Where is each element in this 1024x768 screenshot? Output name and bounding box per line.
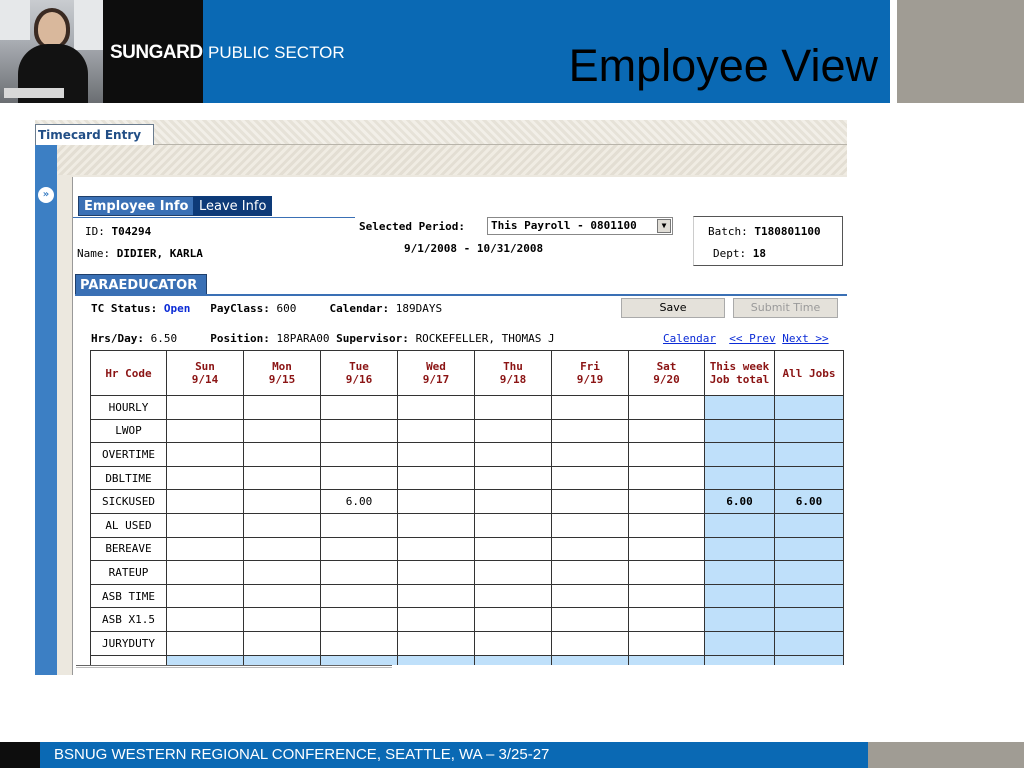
table-row <box>91 396 844 420</box>
hours-cell[interactable] <box>552 584 629 608</box>
week-total-cell <box>705 561 775 585</box>
hours-cell[interactable] <box>321 466 398 490</box>
all-jobs-cell <box>775 584 844 608</box>
hours-cell[interactable] <box>475 561 552 585</box>
employee-info-box <box>73 217 355 263</box>
hours-cell[interactable] <box>398 466 475 490</box>
hours-cell[interactable] <box>321 631 398 655</box>
hours-cell[interactable] <box>552 490 629 514</box>
table-row <box>91 631 844 655</box>
grid-header-row <box>91 351 844 396</box>
timecard-app <box>35 120 847 675</box>
hours-cell[interactable] <box>552 396 629 420</box>
hours-cell[interactable] <box>629 561 705 585</box>
all-jobs-cell <box>775 631 844 655</box>
footer-right-block <box>868 742 1024 768</box>
app-tabstrip <box>35 120 847 145</box>
batch-box <box>693 216 843 266</box>
hours-cell[interactable] <box>629 631 705 655</box>
hours-cell[interactable] <box>552 561 629 585</box>
hours-cell[interactable] <box>475 490 552 514</box>
col-tue: Tue 9/16 <box>321 351 398 396</box>
hours-cell[interactable] <box>244 490 321 514</box>
hours-cell[interactable] <box>552 655 629 665</box>
hours-cell[interactable] <box>475 608 552 632</box>
col-all-jobs: All Jobs <box>775 351 844 396</box>
hours-cell[interactable] <box>629 513 705 537</box>
col-thu: Thu 9/18 <box>475 351 552 396</box>
hours-cell[interactable] <box>244 537 321 561</box>
submit-time-button[interactable]: Submit Time <box>733 298 838 318</box>
nav-links <box>663 332 829 345</box>
hours-cell[interactable] <box>475 396 552 420</box>
hr-code-cell: JURYDUTY <box>91 631 167 655</box>
table-row <box>91 561 844 585</box>
chevron-down-icon[interactable]: ▼ <box>657 219 671 233</box>
hours-cell[interactable] <box>321 584 398 608</box>
table-row <box>91 537 844 561</box>
hours-cell[interactable] <box>629 466 705 490</box>
hr-code-cell: BEREAVE <box>91 537 167 561</box>
hr-code-cell: OVERTIME <box>91 443 167 467</box>
footer-text: BSNUG WESTERN REGIONAL CONFERENCE, SEATTLE, WA – 3/25-27 <box>54 746 550 763</box>
period-label: Selected Period: <box>359 220 465 233</box>
hours-cell[interactable] <box>244 443 321 467</box>
hours-cell[interactable] <box>167 608 244 632</box>
status-row: TC Status: Open PayClass: 600 Calendar: 189DAYS <box>91 302 443 315</box>
hours-cell[interactable] <box>475 655 552 665</box>
col-sat: Sat 9/20 <box>629 351 705 396</box>
hours-cell[interactable] <box>629 419 705 443</box>
hours-cell[interactable] <box>398 608 475 632</box>
tab-employee-info[interactable]: Employee Info <box>78 196 194 216</box>
hr-code-cell: AL USED <box>91 513 167 537</box>
table-row <box>91 443 844 467</box>
hours-cell[interactable] <box>475 513 552 537</box>
hours-cell[interactable] <box>321 419 398 443</box>
brand-logo: SUNGARD <box>110 42 203 63</box>
week-total-cell <box>705 466 775 490</box>
hours-cell[interactable] <box>321 513 398 537</box>
hours-cell[interactable] <box>244 561 321 585</box>
hours-cell[interactable] <box>321 655 398 665</box>
hours-cell[interactable] <box>629 443 705 467</box>
position-row: Hrs/Day: 6.50 Position: 18PARA00 Supervisor: ROCKEFELLER, THOMAS J <box>91 332 555 345</box>
table-row <box>91 584 844 608</box>
hours-cell[interactable] <box>167 655 244 665</box>
side-rail <box>35 145 57 675</box>
hours-cell[interactable]: 6.00 <box>321 490 398 514</box>
hours-cell[interactable] <box>167 537 244 561</box>
col-week-total: This week Job total <box>705 351 775 396</box>
all-jobs-cell <box>775 443 844 467</box>
tab-timecard-entry[interactable]: Timecard Entry <box>35 124 154 146</box>
week-total-cell <box>705 631 775 655</box>
hours-cell[interactable] <box>475 419 552 443</box>
hr-code-cell: ASB X1.5 <box>91 608 167 632</box>
hours-cell[interactable] <box>321 537 398 561</box>
hours-cell[interactable] <box>398 584 475 608</box>
hours-cell[interactable] <box>167 631 244 655</box>
hr-code-cell <box>91 655 167 665</box>
hours-cell[interactable] <box>398 490 475 514</box>
col-hr-code: Hr Code <box>91 351 167 396</box>
hours-cell[interactable] <box>629 490 705 514</box>
hours-cell[interactable] <box>167 419 244 443</box>
slide-title: Employee View <box>568 40 878 91</box>
hours-cell[interactable] <box>244 608 321 632</box>
hours-cell[interactable] <box>398 513 475 537</box>
hours-cell[interactable] <box>475 443 552 467</box>
hours-cell[interactable] <box>552 466 629 490</box>
hours-cell[interactable] <box>398 396 475 420</box>
hours-cell[interactable] <box>552 537 629 561</box>
hours-cell[interactable] <box>475 584 552 608</box>
prev-link[interactable]: << Prev <box>729 332 776 345</box>
week-total-cell <box>705 537 775 561</box>
expand-icon[interactable]: » <box>38 187 54 203</box>
hours-cell[interactable] <box>398 655 475 665</box>
hours-cell[interactable] <box>552 419 629 443</box>
hours-cell[interactable] <box>244 655 321 665</box>
period-dates: 9/1/2008 - 10/31/2008 <box>404 242 544 255</box>
week-total-cell <box>705 608 775 632</box>
hours-cell[interactable] <box>167 561 244 585</box>
hours-cell[interactable] <box>475 466 552 490</box>
week-total-cell <box>705 513 775 537</box>
week-total-cell <box>705 443 775 467</box>
all-jobs-cell <box>775 513 844 537</box>
hours-cell[interactable] <box>398 537 475 561</box>
hr-code-cell: HOURLY <box>91 396 167 420</box>
hours-cell[interactable] <box>244 396 321 420</box>
hr-code-cell: DBLTIME <box>91 466 167 490</box>
hr-code-cell: RATEUP <box>91 561 167 585</box>
hours-cell[interactable] <box>244 631 321 655</box>
hours-cell[interactable] <box>167 443 244 467</box>
col-sun: Sun 9/14 <box>167 351 244 396</box>
table-row <box>91 513 844 537</box>
week-total-cell <box>705 655 775 665</box>
brand-subtitle: PUBLIC SECTOR <box>208 43 345 62</box>
all-jobs-cell <box>775 608 844 632</box>
week-total-cell: 6.00 <box>705 490 775 514</box>
footer-left-block <box>0 742 40 768</box>
hours-cell[interactable] <box>244 584 321 608</box>
timecard-panel <box>72 177 847 675</box>
hours-cell[interactable] <box>629 655 705 665</box>
all-jobs-cell <box>775 419 844 443</box>
tc-status-value: Open <box>163 302 191 315</box>
hours-cell[interactable] <box>244 466 321 490</box>
all-jobs-cell <box>775 561 844 585</box>
hours-cell[interactable] <box>552 631 629 655</box>
table-row <box>91 419 844 443</box>
all-jobs-cell: 6.00 <box>775 490 844 514</box>
save-button[interactable]: Save <box>621 298 725 318</box>
hours-cell[interactable] <box>321 396 398 420</box>
col-fri: Fri 9/19 <box>552 351 629 396</box>
col-wed: Wed 9/17 <box>398 351 475 396</box>
hours-cell[interactable] <box>167 466 244 490</box>
all-jobs-cell <box>775 466 844 490</box>
hours-cell[interactable] <box>552 608 629 632</box>
hours-cell[interactable] <box>167 396 244 420</box>
hours-cell[interactable] <box>321 608 398 632</box>
hours-cell[interactable] <box>629 608 705 632</box>
dept-info: Dept: 18 <box>713 247 766 260</box>
all-jobs-cell <box>775 655 844 665</box>
table-row <box>91 608 844 632</box>
hours-cell[interactable] <box>629 537 705 561</box>
hours-cell[interactable] <box>321 443 398 467</box>
week-total-cell <box>705 419 775 443</box>
week-total-cell <box>705 584 775 608</box>
all-jobs-cell <box>775 537 844 561</box>
hours-cell[interactable] <box>552 443 629 467</box>
tab-job-paraeducator[interactable]: PARAEDUCATOR <box>75 274 207 295</box>
hours-cell[interactable] <box>167 513 244 537</box>
table-row <box>91 466 844 490</box>
hours-cell[interactable] <box>244 513 321 537</box>
employee-name: Name: DIDIER, KARLA <box>77 247 203 260</box>
batch-info: Batch: T180801100 <box>708 225 821 238</box>
hours-cell[interactable] <box>475 537 552 561</box>
hr-code-cell: SICKUSED <box>91 490 167 514</box>
corner-decoration <box>897 0 1024 103</box>
job-tab-underline <box>75 294 847 296</box>
calendar-link[interactable]: Calendar <box>663 332 716 345</box>
tab-leave-info[interactable]: Leave Info <box>193 196 272 216</box>
period-select[interactable] <box>487 217 673 235</box>
table-row <box>91 490 844 514</box>
hours-cell[interactable] <box>629 396 705 420</box>
panel-texture <box>57 145 847 175</box>
hr-code-cell: ASB TIME <box>91 584 167 608</box>
presenter-photo <box>0 0 103 103</box>
hours-cell[interactable] <box>475 631 552 655</box>
week-total-cell <box>705 396 775 420</box>
hours-cell[interactable] <box>244 419 321 443</box>
employee-id: ID: T04294 <box>85 225 152 238</box>
table-row-partial <box>91 655 844 665</box>
hours-cell[interactable] <box>398 631 475 655</box>
period-select-value: This Payroll - 0801100 <box>491 219 637 232</box>
hours-cell[interactable] <box>321 561 398 585</box>
hours-cell[interactable] <box>629 584 705 608</box>
hours-cell[interactable] <box>167 584 244 608</box>
hours-cell[interactable] <box>398 443 475 467</box>
all-jobs-cell <box>775 396 844 420</box>
hours-cell[interactable] <box>552 513 629 537</box>
horizontal-scrollbar[interactable] <box>76 665 392 668</box>
hours-cell[interactable] <box>398 561 475 585</box>
col-mon: Mon 9/15 <box>244 351 321 396</box>
next-link[interactable]: Next >> <box>782 332 829 345</box>
hours-cell[interactable] <box>167 490 244 514</box>
hr-code-cell: LWOP <box>91 419 167 443</box>
hours-cell[interactable] <box>398 419 475 443</box>
timecard-grid <box>90 350 844 665</box>
